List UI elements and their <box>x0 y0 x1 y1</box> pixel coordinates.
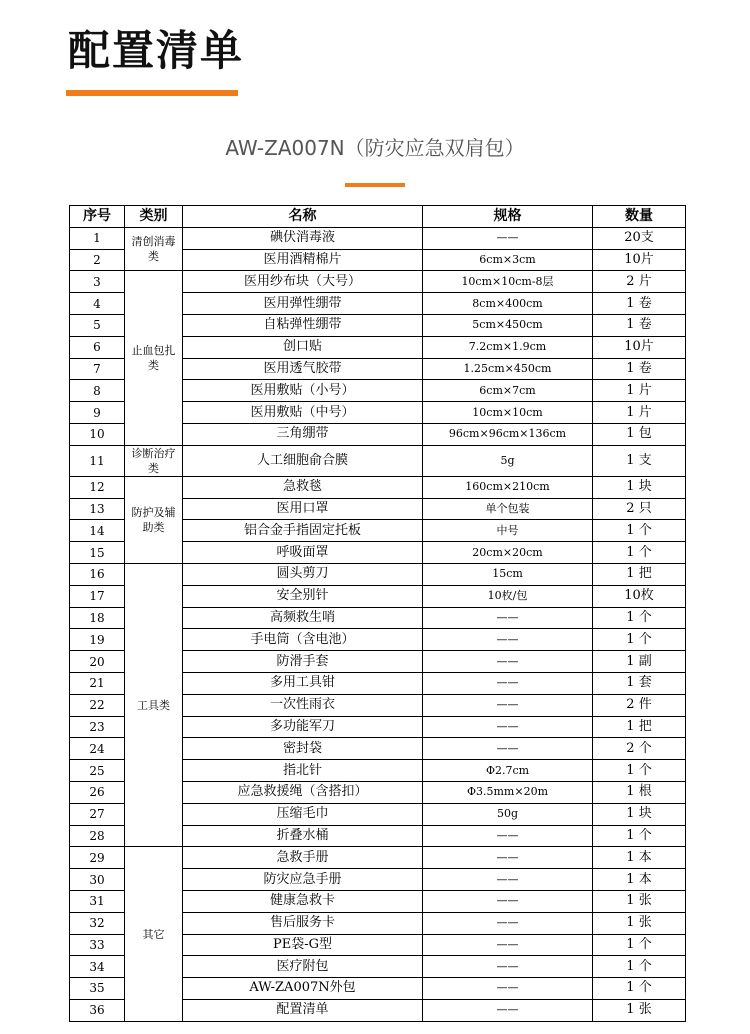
item-spec: 7.2cm×1.9cm <box>423 336 593 358</box>
item-quantity: 1 个 <box>593 956 686 978</box>
item-spec: 20cm×20cm <box>423 542 593 564</box>
row-number: 20 <box>70 651 125 673</box>
item-name: 压缩毛巾 <box>183 803 423 825</box>
item-name: 医用敷贴（小号） <box>183 380 423 402</box>
row-number: 21 <box>70 672 125 694</box>
item-quantity: 1 张 <box>593 890 686 912</box>
item-spec: —— <box>423 890 593 912</box>
item-quantity: 1 把 <box>593 563 686 585</box>
item-name: 医用敷贴（中号） <box>183 402 423 424</box>
item-quantity: 1 根 <box>593 781 686 803</box>
item-name: 医疗附包 <box>183 956 423 978</box>
item-quantity: 1 副 <box>593 651 686 673</box>
item-spec: —— <box>423 847 593 869</box>
item-quantity: 10枚 <box>593 585 686 607</box>
item-quantity: 1 卷 <box>593 314 686 336</box>
col-header-no: 序号 <box>70 206 125 228</box>
category-label: 清创消毒类 <box>131 235 176 264</box>
row-number: 11 <box>70 445 125 476</box>
row-number: 4 <box>70 293 125 315</box>
page-title: 配置清单 <box>68 26 245 75</box>
item-spec: 8cm×400cm <box>423 293 593 315</box>
row-number: 25 <box>70 760 125 782</box>
item-quantity: 1 片 <box>593 402 686 424</box>
item-name: 医用透气胶带 <box>183 358 423 380</box>
item-quantity: 1 支 <box>593 445 686 476</box>
item-name: 手电筒（含电池） <box>183 629 423 651</box>
item-spec: —— <box>423 607 593 629</box>
item-name: 创口贴 <box>183 336 423 358</box>
item-quantity: 1 包 <box>593 423 686 445</box>
row-number: 35 <box>70 978 125 1000</box>
row-number: 27 <box>70 803 125 825</box>
item-spec: Φ3.5mm×20m <box>423 781 593 803</box>
col-header-spec: 规格 <box>423 206 593 228</box>
row-number: 14 <box>70 520 125 542</box>
item-quantity: 1 张 <box>593 999 686 1021</box>
category-label: 其它 <box>142 927 165 941</box>
item-name: 人工细胞俞合膜 <box>183 445 423 476</box>
col-header-name: 名称 <box>183 206 423 228</box>
category-label: 止血包扎类 <box>131 344 176 373</box>
item-quantity: 2 个 <box>593 738 686 760</box>
item-quantity: 1 个 <box>593 520 686 542</box>
item-spec: 中号 <box>423 520 593 542</box>
item-spec: —— <box>423 738 593 760</box>
item-name: 健康急救卡 <box>183 890 423 912</box>
col-header-category: 类别 <box>125 206 183 228</box>
item-spec: —— <box>423 825 593 847</box>
item-spec: —— <box>423 978 593 1000</box>
item-name: 医用口罩 <box>183 498 423 520</box>
item-name: 指北针 <box>183 760 423 782</box>
item-spec: 10枚/包 <box>423 585 593 607</box>
item-name: 三角绷带 <box>183 423 423 445</box>
row-number: 9 <box>70 402 125 424</box>
row-number: 3 <box>70 271 125 293</box>
item-spec: 15cm <box>423 563 593 585</box>
subtitle-divider <box>345 183 405 187</box>
item-spec: 5cm×450cm <box>423 314 593 336</box>
title-underline <box>66 90 238 96</box>
item-name: PE袋-G型 <box>183 934 423 956</box>
row-number: 30 <box>70 869 125 891</box>
category-label: 工具类 <box>137 698 170 712</box>
item-name: 售后服务卡 <box>183 912 423 934</box>
item-quantity: 1 卷 <box>593 358 686 380</box>
row-number: 6 <box>70 336 125 358</box>
item-spec: —— <box>423 651 593 673</box>
table-body <box>70 227 686 1021</box>
row-number: 24 <box>70 738 125 760</box>
row-number: 12 <box>70 476 125 498</box>
item-spec: —— <box>423 912 593 934</box>
item-quantity: 1 个 <box>593 629 686 651</box>
category-cell <box>125 476 183 563</box>
category-cell <box>125 445 183 476</box>
item-spec: —— <box>423 934 593 956</box>
row-number: 28 <box>70 825 125 847</box>
item-name: 急救手册 <box>183 847 423 869</box>
row-number: 34 <box>70 956 125 978</box>
table-row <box>70 271 686 293</box>
item-spec: 160cm×210cm <box>423 476 593 498</box>
item-name: 医用纱布块（大号） <box>183 271 423 293</box>
category-cell <box>125 227 183 271</box>
item-name: 折叠水桶 <box>183 825 423 847</box>
item-quantity: 1 卷 <box>593 293 686 315</box>
col-header-qty: 数量 <box>593 206 686 228</box>
item-spec: —— <box>423 999 593 1021</box>
item-name: 防灾应急手册 <box>183 869 423 891</box>
item-quantity: 1 个 <box>593 934 686 956</box>
item-name: 安全别针 <box>183 585 423 607</box>
item-quantity: 1 个 <box>593 607 686 629</box>
item-name: 碘伏消毒液 <box>183 227 423 249</box>
item-spec: —— <box>423 227 593 249</box>
item-quantity: 1 本 <box>593 847 686 869</box>
category-cell <box>125 563 183 846</box>
row-number: 17 <box>70 585 125 607</box>
item-quantity: 1 个 <box>593 978 686 1000</box>
item-name: 自粘弹性绷带 <box>183 314 423 336</box>
item-quantity: 10片 <box>593 336 686 358</box>
row-number: 18 <box>70 607 125 629</box>
category-label: 防护及辅助类 <box>131 505 176 534</box>
item-quantity: 1 块 <box>593 476 686 498</box>
item-spec: 6cm×3cm <box>423 249 593 271</box>
row-number: 15 <box>70 542 125 564</box>
item-quantity: 1 块 <box>593 803 686 825</box>
table-row <box>70 847 686 869</box>
item-quantity: 1 个 <box>593 760 686 782</box>
table-row <box>70 476 686 498</box>
item-quantity: 2 片 <box>593 271 686 293</box>
item-spec: 单个包装 <box>423 498 593 520</box>
row-number: 10 <box>70 423 125 445</box>
row-number: 7 <box>70 358 125 380</box>
row-number: 5 <box>70 314 125 336</box>
table-header-row <box>70 206 686 228</box>
item-spec: 50g <box>423 803 593 825</box>
item-name: 医用弹性绷带 <box>183 293 423 315</box>
item-spec: 10cm×10cm <box>423 402 593 424</box>
item-name: 铝合金手指固定托板 <box>183 520 423 542</box>
item-name: 多功能军刀 <box>183 716 423 738</box>
item-quantity: 20支 <box>593 227 686 249</box>
row-number: 26 <box>70 781 125 803</box>
item-quantity: 2 只 <box>593 498 686 520</box>
item-spec: —— <box>423 869 593 891</box>
item-quantity: 1 张 <box>593 912 686 934</box>
item-spec: —— <box>423 629 593 651</box>
row-number: 33 <box>70 934 125 956</box>
table-row <box>70 227 686 249</box>
row-number: 8 <box>70 380 125 402</box>
item-spec: 5g <box>423 445 593 476</box>
category-cell <box>125 847 183 1021</box>
item-name: 急救毯 <box>183 476 423 498</box>
row-number: 22 <box>70 694 125 716</box>
item-name: 应急救援绳（含搭扣） <box>183 781 423 803</box>
item-name: 高频救生哨 <box>183 607 423 629</box>
row-number: 13 <box>70 498 125 520</box>
row-number: 32 <box>70 912 125 934</box>
row-number: 23 <box>70 716 125 738</box>
item-quantity: 1 把 <box>593 716 686 738</box>
item-quantity: 1 片 <box>593 380 686 402</box>
item-name: 多用工具钳 <box>183 672 423 694</box>
item-spec: 6cm×7cm <box>423 380 593 402</box>
row-number: 19 <box>70 629 125 651</box>
item-spec: —— <box>423 694 593 716</box>
category-label: 诊断治疗类 <box>131 446 176 475</box>
item-quantity: 1 个 <box>593 542 686 564</box>
row-number: 16 <box>70 563 125 585</box>
item-spec: 1.25cm×450cm <box>423 358 593 380</box>
item-name: 圆头剪刀 <box>183 563 423 585</box>
item-spec: 96cm×96cm×136cm <box>423 423 593 445</box>
item-spec: —— <box>423 672 593 694</box>
item-spec: 10cm×10cm-8层 <box>423 271 593 293</box>
item-name: 医用酒精棉片 <box>183 249 423 271</box>
item-name: 一次性雨衣 <box>183 694 423 716</box>
row-number: 2 <box>70 249 125 271</box>
category-cell <box>125 271 183 445</box>
item-quantity: 10片 <box>593 249 686 271</box>
config-table <box>69 205 686 1022</box>
product-subtitle: AW-ZA007N（防灾应急双肩包） <box>225 136 525 160</box>
item-quantity: 1 套 <box>593 672 686 694</box>
item-name: 防滑手套 <box>183 651 423 673</box>
table-row <box>70 445 686 476</box>
item-name: 配置清单 <box>183 999 423 1021</box>
item-name: 密封袋 <box>183 738 423 760</box>
item-spec: —— <box>423 716 593 738</box>
item-name: 呼吸面罩 <box>183 542 423 564</box>
row-number: 36 <box>70 999 125 1021</box>
item-quantity: 1 本 <box>593 869 686 891</box>
row-number: 29 <box>70 847 125 869</box>
item-spec: Φ2.7cm <box>423 760 593 782</box>
row-number: 31 <box>70 890 125 912</box>
item-spec: —— <box>423 956 593 978</box>
row-number: 1 <box>70 227 125 249</box>
item-quantity: 1 个 <box>593 825 686 847</box>
item-name: AW-ZA007N外包 <box>183 978 423 1000</box>
item-quantity: 2 件 <box>593 694 686 716</box>
table-row <box>70 563 686 585</box>
